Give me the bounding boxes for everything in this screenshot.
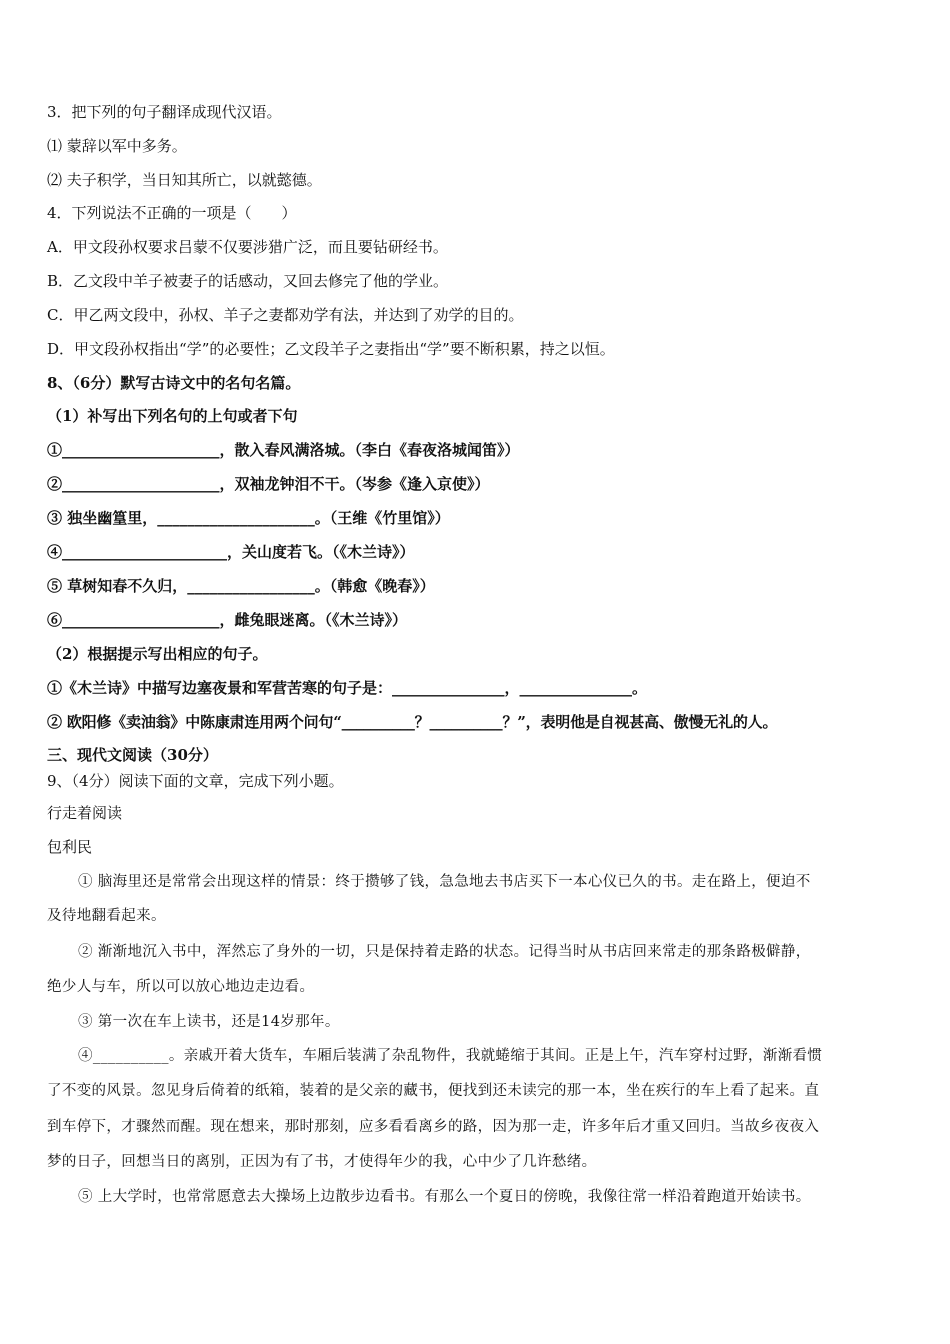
article-line: ⑤ 上大学时，也常常愿意去大操场上边散步边看书。有那么一个夏日的傍晚，我像往常一样沿着跑道开始读书。 xyxy=(78,1189,811,1205)
article-author: 包利民 xyxy=(47,838,93,856)
article-line: 绝少人与车，所以可以放心地边走边看。 xyxy=(47,979,315,995)
q4-title: 4．下列说法不正确的一项是（ ） xyxy=(47,204,297,222)
q3-sentence-2: ⑵ 夫子积学，当日知其所亡，以就懿德。 xyxy=(47,171,322,189)
article-line: ① 脑海里还是常常会出现这样的情景：终于攒够了钱，急急地去书店买下一本心仪已久的书。走在路上，便迫不 xyxy=(78,874,811,890)
section3-title: 三、现代文阅读（30分） xyxy=(47,746,218,764)
q9-title: 9、（4分）阅读下面的文章，完成下列小题。 xyxy=(47,772,344,790)
q8-title: 8、（6分）默写古诗文中的名句名篇。 xyxy=(47,374,301,392)
q8-part1: （1）补写出下列名句的上句或者下句 xyxy=(47,407,298,425)
q8-item-3: ③ 独坐幽篁里，_____________________。（王维《竹里馆》） xyxy=(47,509,450,527)
article-line: 到车停下，才骤然而醒。现在想来，那时那刻，应多看看离乡的路，因为那一走，许多年后才重又回归。当故乡夜夜入 xyxy=(47,1119,820,1135)
q8-item-6: ⑥_____________________，雌兔眼迷离。（《木兰诗》） xyxy=(47,611,408,629)
q8-item-4: ④______________________，关山度若飞。（《木兰诗》） xyxy=(47,543,415,561)
q4-option-c: C．甲乙两文段中，孙权、羊子之妻都劝学有法，并达到了劝学的目的。 xyxy=(47,306,524,324)
article-line: 及待地翻看起来。 xyxy=(47,908,166,924)
q4-option-a: A．甲文段孙权要求吕蒙不仅要涉猎广泛，而且要钻研经书。 xyxy=(47,238,448,256)
q3-sentence-1: ⑴ 蒙辞以军中多务。 xyxy=(47,137,187,155)
article-line: ③ 第一次在车上读书，还是14岁那年。 xyxy=(78,1014,340,1030)
q4-option-d: D．甲文段孙权指出“学”的必要性；乙文段羊子之妻指出“学”要不断积累，持之以恒。 xyxy=(47,340,615,358)
article-line: 梦的日子，回想当日的离别，正因为有了书，才使得年少的我，心中少了几许愁绪。 xyxy=(47,1154,597,1170)
q8-part2-item-1: ①《木兰诗》中描写边塞夜景和军营苦寒的句子是：_______________，_______________。 xyxy=(47,679,648,697)
article-line: ② 渐渐地沉入书中，浑然忘了身外的一切，只是保持着走路的状态。记得当时从书店回来常走的那条路极僻静， xyxy=(78,944,811,960)
q3-title: 3．把下列的句子翻译成现代汉语。 xyxy=(47,103,282,121)
article-title: 行走着阅读 xyxy=(47,804,123,822)
q8-part2-item-2: ② 欧阳修《卖油翁》中陈康肃连用两个问句“__________？__________？”，表明他是自视甚高、傲慢无礼的人。 xyxy=(47,713,778,731)
q4-option-b: B．乙文段中羊子被妻子的话感动，又回去修完了他的学业。 xyxy=(47,272,449,290)
q8-item-5: ⑤ 草树知春不久归，_________________。（韩愈《晚春》） xyxy=(47,577,435,595)
article-line: 了不变的风景。忽见身后倚着的纸箱，装着的是父亲的藏书，便找到还未读完的那一本，坐在疾行的车上看了起来。直 xyxy=(47,1083,820,1099)
article-line: ④__________。亲戚开着大货车，车厢后装满了杂乱物件，我就蜷缩于其间。正是上午，汽车穿村过野，渐渐看惯 xyxy=(78,1048,823,1064)
q8-item-1: ①_____________________，散入春风满洛城。（李白《春夜洛城闻笛》） xyxy=(47,441,520,459)
q8-item-2: ②_____________________，双袖龙钟泪不干。（岑参《逢入京使》） xyxy=(47,475,490,493)
q8-part2: （2）根据提示写出相应的句子。 xyxy=(47,645,268,663)
